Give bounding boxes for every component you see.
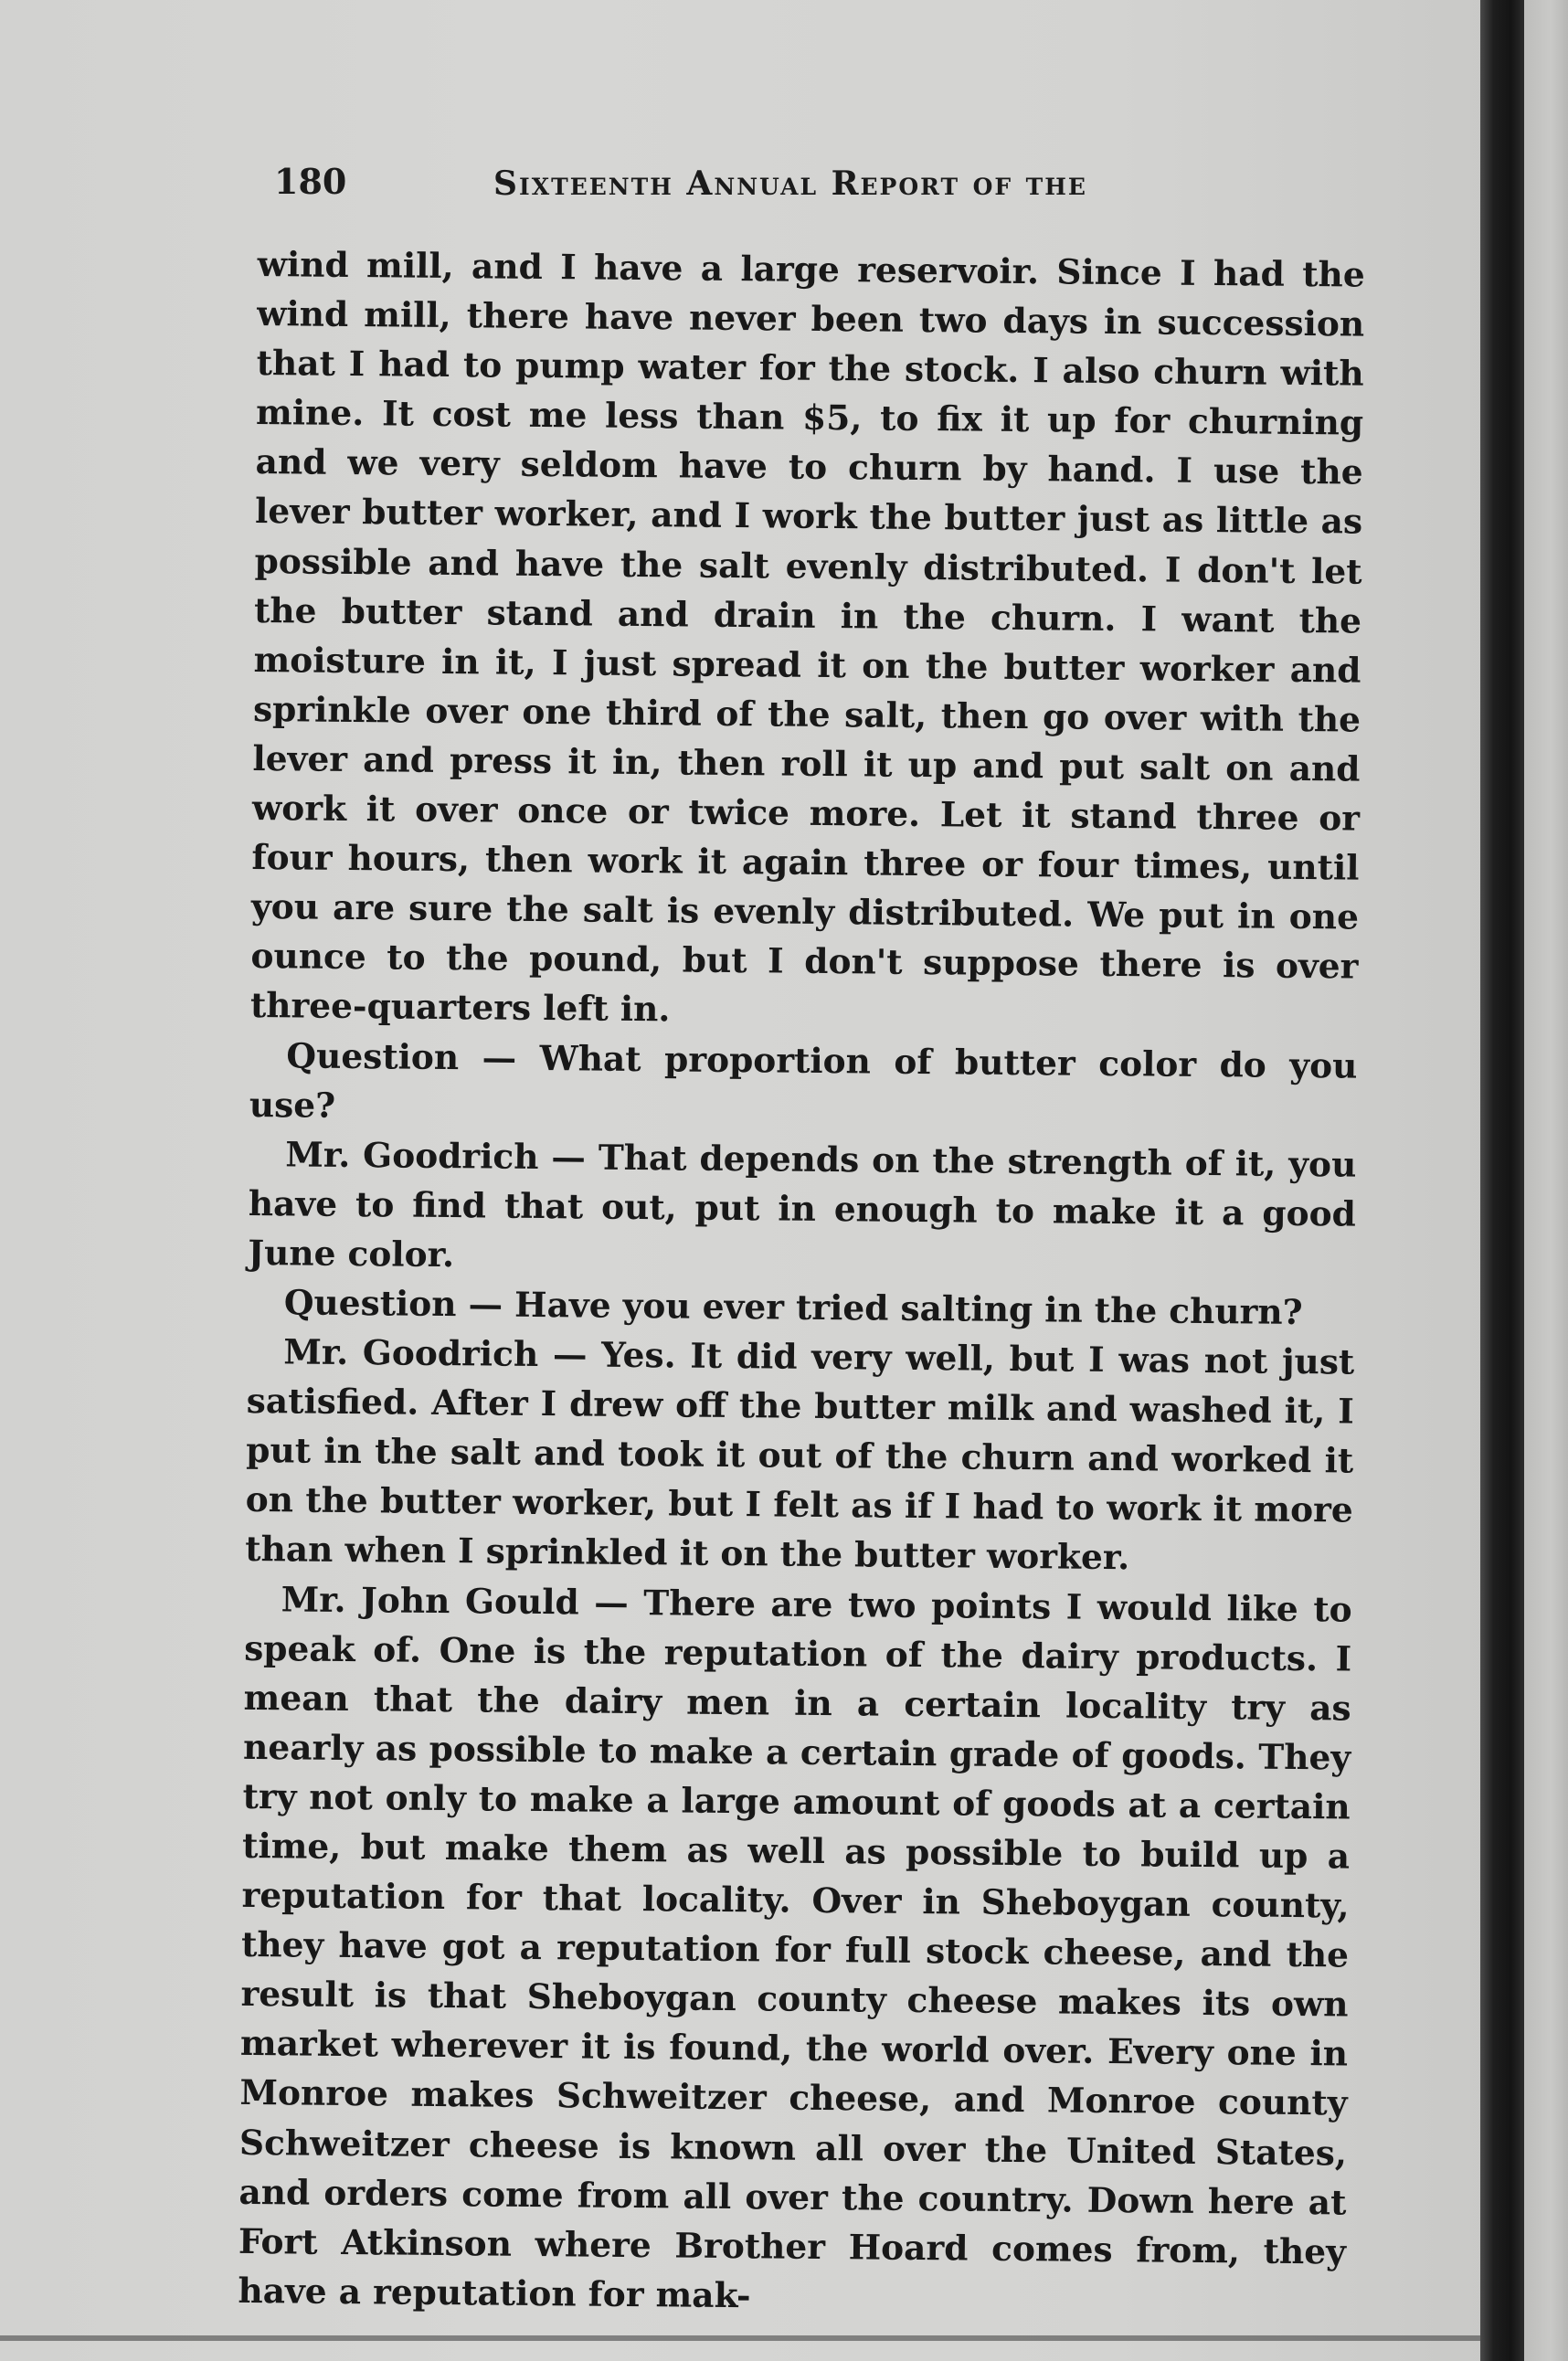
next-page-edge bbox=[1524, 0, 1568, 2361]
paragraph: Question — Have you ever tried salting in the churn? bbox=[283, 1282, 1303, 1332]
page-bottom-edge bbox=[0, 2335, 1480, 2341]
body-text bbox=[238, 239, 1365, 2325]
running-head: Sixteenth Annual Report of the bbox=[493, 164, 1087, 203]
page-number: 180 bbox=[274, 161, 347, 202]
page-header bbox=[274, 161, 1371, 216]
book-spine bbox=[1480, 0, 1524, 2361]
paragraph: Mr. Goodrich — That depends on the strength of it, you have to find that out, put in enough to make it a good June color. bbox=[248, 1134, 1357, 1275]
paragraph: wind mill, and I have a large reservoir. Since I had the wind mill, there have never been two days in succession that I had to pump water for the stock. I also churn with mine. It cost me less than $5, to fix it up for churning and we very seldom have to churn by hand. I use the lever butter worker, and I work the butter just as little as possible and have the salt evenly distributed. I don't let the butter stand and drain in the churn. I want the moisture in it, I just spread it on the butter worker and sprinkle over one third of the salt, then go over with the lever and press it in, then roll it up and put salt on and work it over once or twice more. Let it stand three or four hours, then work it again three or four times, until you are sure the salt is evenly distributed. We put in one ounce to the pound, but I don't suppose there is over three-quarters left in. bbox=[249, 243, 1365, 1030]
paragraph: Question — What proportion of butter color do you use? bbox=[249, 1034, 1358, 1126]
paragraph: Mr. Goodrich — Yes. It did very well, but I was not just satisfied. After I drew off the butter milk and washed it, I put in the salt and took it out of the churn and worked it on the butter worker, but I felt as if I had to work it more than when I sprinkled it on the butter worker. bbox=[245, 1331, 1355, 1578]
paragraph: Mr. John Gould — There are two points I would like to speak of. One is the reputation of the dairy products. I mean that the dairy men in a certain locality try as nearly as possible to make a certain grade of goods. They try not only to make a large amount of goods at a certain time, but make them as well as possible to build up a reputation for that locality. Over in Sheboygan county, they have got a reputation for full stock cheese, and the result is that Sheboygan county cheese makes its own market wherever it is found, the world over. Every one in Monroe makes Schweitzer cheese, and Monroe county Schweitzer cheese is known all over the United States, and orders come from all over the country. Down here at Fort Atkinson where Brother Hoard comes from, they have a reputation for mak- bbox=[238, 1578, 1352, 2316]
